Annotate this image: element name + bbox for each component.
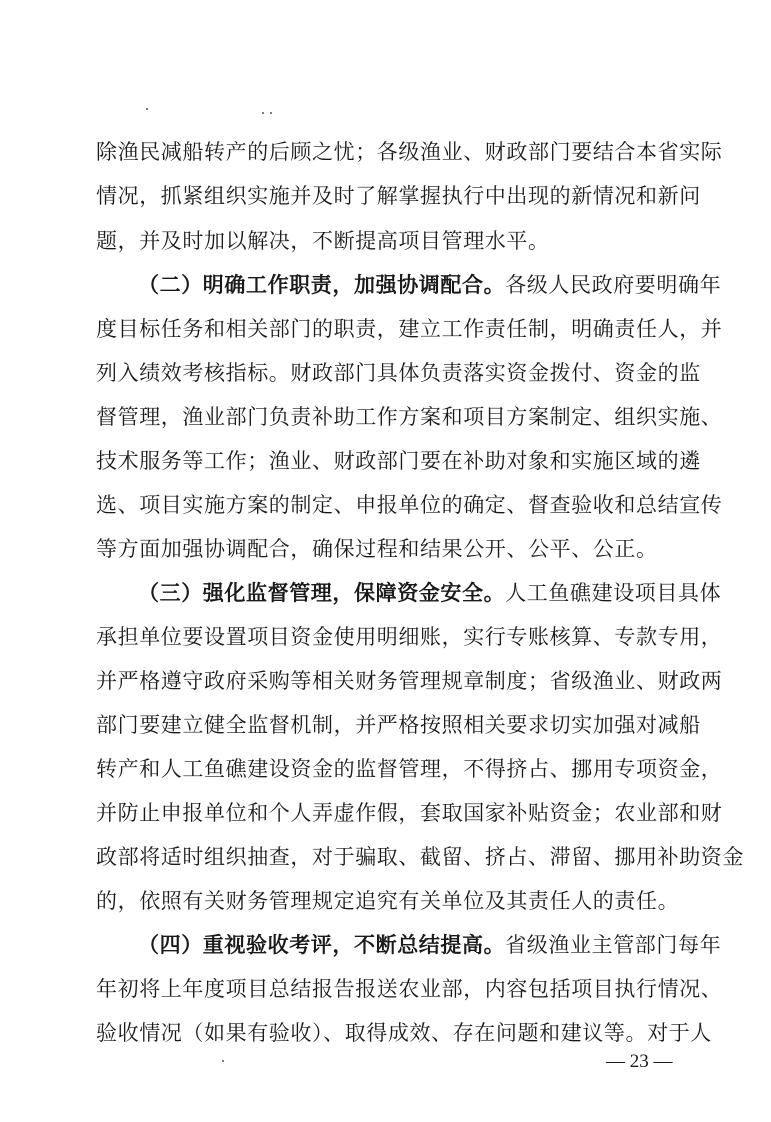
paragraph-first-line (138, 930, 722, 960)
paragraph-line: 承担单位要设置项目资金使用明细账，实行专账核算、专款专用， (96, 625, 723, 649)
paragraph-line: 的，依照有关财务管理规定追究有关单位及其责任人的责任。 (96, 889, 680, 913)
scan-speck (262, 112, 264, 114)
section-heading: （二）明确工作职责，加强协调配合。 (138, 272, 506, 297)
paragraph-line: 年初将上年度项目总结报告报送农业部，内容包括项目执行情况、 (96, 977, 723, 1001)
paragraph-text: 各级人民政府要明确年 (505, 273, 722, 297)
paragraph-first-line (138, 578, 722, 608)
paragraph-line: 等方面加强协调配合，确保过程和结果公开、公平、公正。 (96, 537, 658, 561)
paragraph-text: 省级渔业主管部门每年 (505, 933, 722, 957)
scan-speck (270, 112, 272, 114)
paragraph-line: 技术服务等工作；渔业、财政部门要在补助对象和实施区域的遴 (96, 449, 701, 473)
paragraph-line: 列入绩效考核指标。财政部门具体负责落实资金拨付、资金的监 (96, 361, 701, 385)
paragraph-line: 度目标任务和相关部门的职责，建立工作责任制，明确责任人，并 (96, 317, 723, 341)
paragraph-text: 人工鱼礁建设项目具体 (505, 581, 722, 605)
paragraph-line: 政部将适时组织抽查，对于骗取、截留、挤占、滞留、挪用补助资金 (96, 845, 744, 869)
paragraph-line: 转产和人工鱼礁建设资金的监督管理，不得挤占、挪用专项资金， (96, 757, 723, 781)
section-heading: （三）强化监督管理，保障资金安全。 (138, 580, 506, 605)
scan-speck (146, 108, 148, 110)
paragraph-line: 题，并及时加以解决，不断提高项目管理水平。 (96, 229, 550, 253)
paragraph-line: 并严格遵守政府采购等相关财务管理规章制度；省级渔业、财政两 (96, 669, 723, 693)
paragraph-line: 部门要建立健全监督机制，并严格按照相关要求切实加强对减船 (96, 713, 701, 737)
paragraph-line: 情况，抓紧组织实施并及时了解掌握执行中出现的新情况和新问 (96, 184, 701, 208)
paragraph-line: 并防止申报单位和个人弄虚作假，套取国家补贴资金；农业部和财 (96, 801, 723, 825)
scan-speck (222, 1060, 224, 1062)
paragraph-line: 除渔民减船转产的后顾之忧；各级渔业、财政部门要结合本省实际 (96, 140, 723, 164)
paragraph-line: 选、项目实施方案的制定、申报单位的确定、督查验收和总结宣传 (96, 493, 723, 517)
paragraph-first-line (138, 270, 722, 300)
page-number: — 23 — (606, 1051, 673, 1072)
paragraph-line: 督管理，渔业部门负责补助工作方案和项目方案制定、组织实施、 (96, 405, 723, 429)
paragraph-line: 验收情况（如果有验收）、取得成效、存在问题和建议等。对于人 (96, 1021, 712, 1045)
section-heading: （四）重视验收考评，不断总结提高。 (138, 932, 506, 957)
